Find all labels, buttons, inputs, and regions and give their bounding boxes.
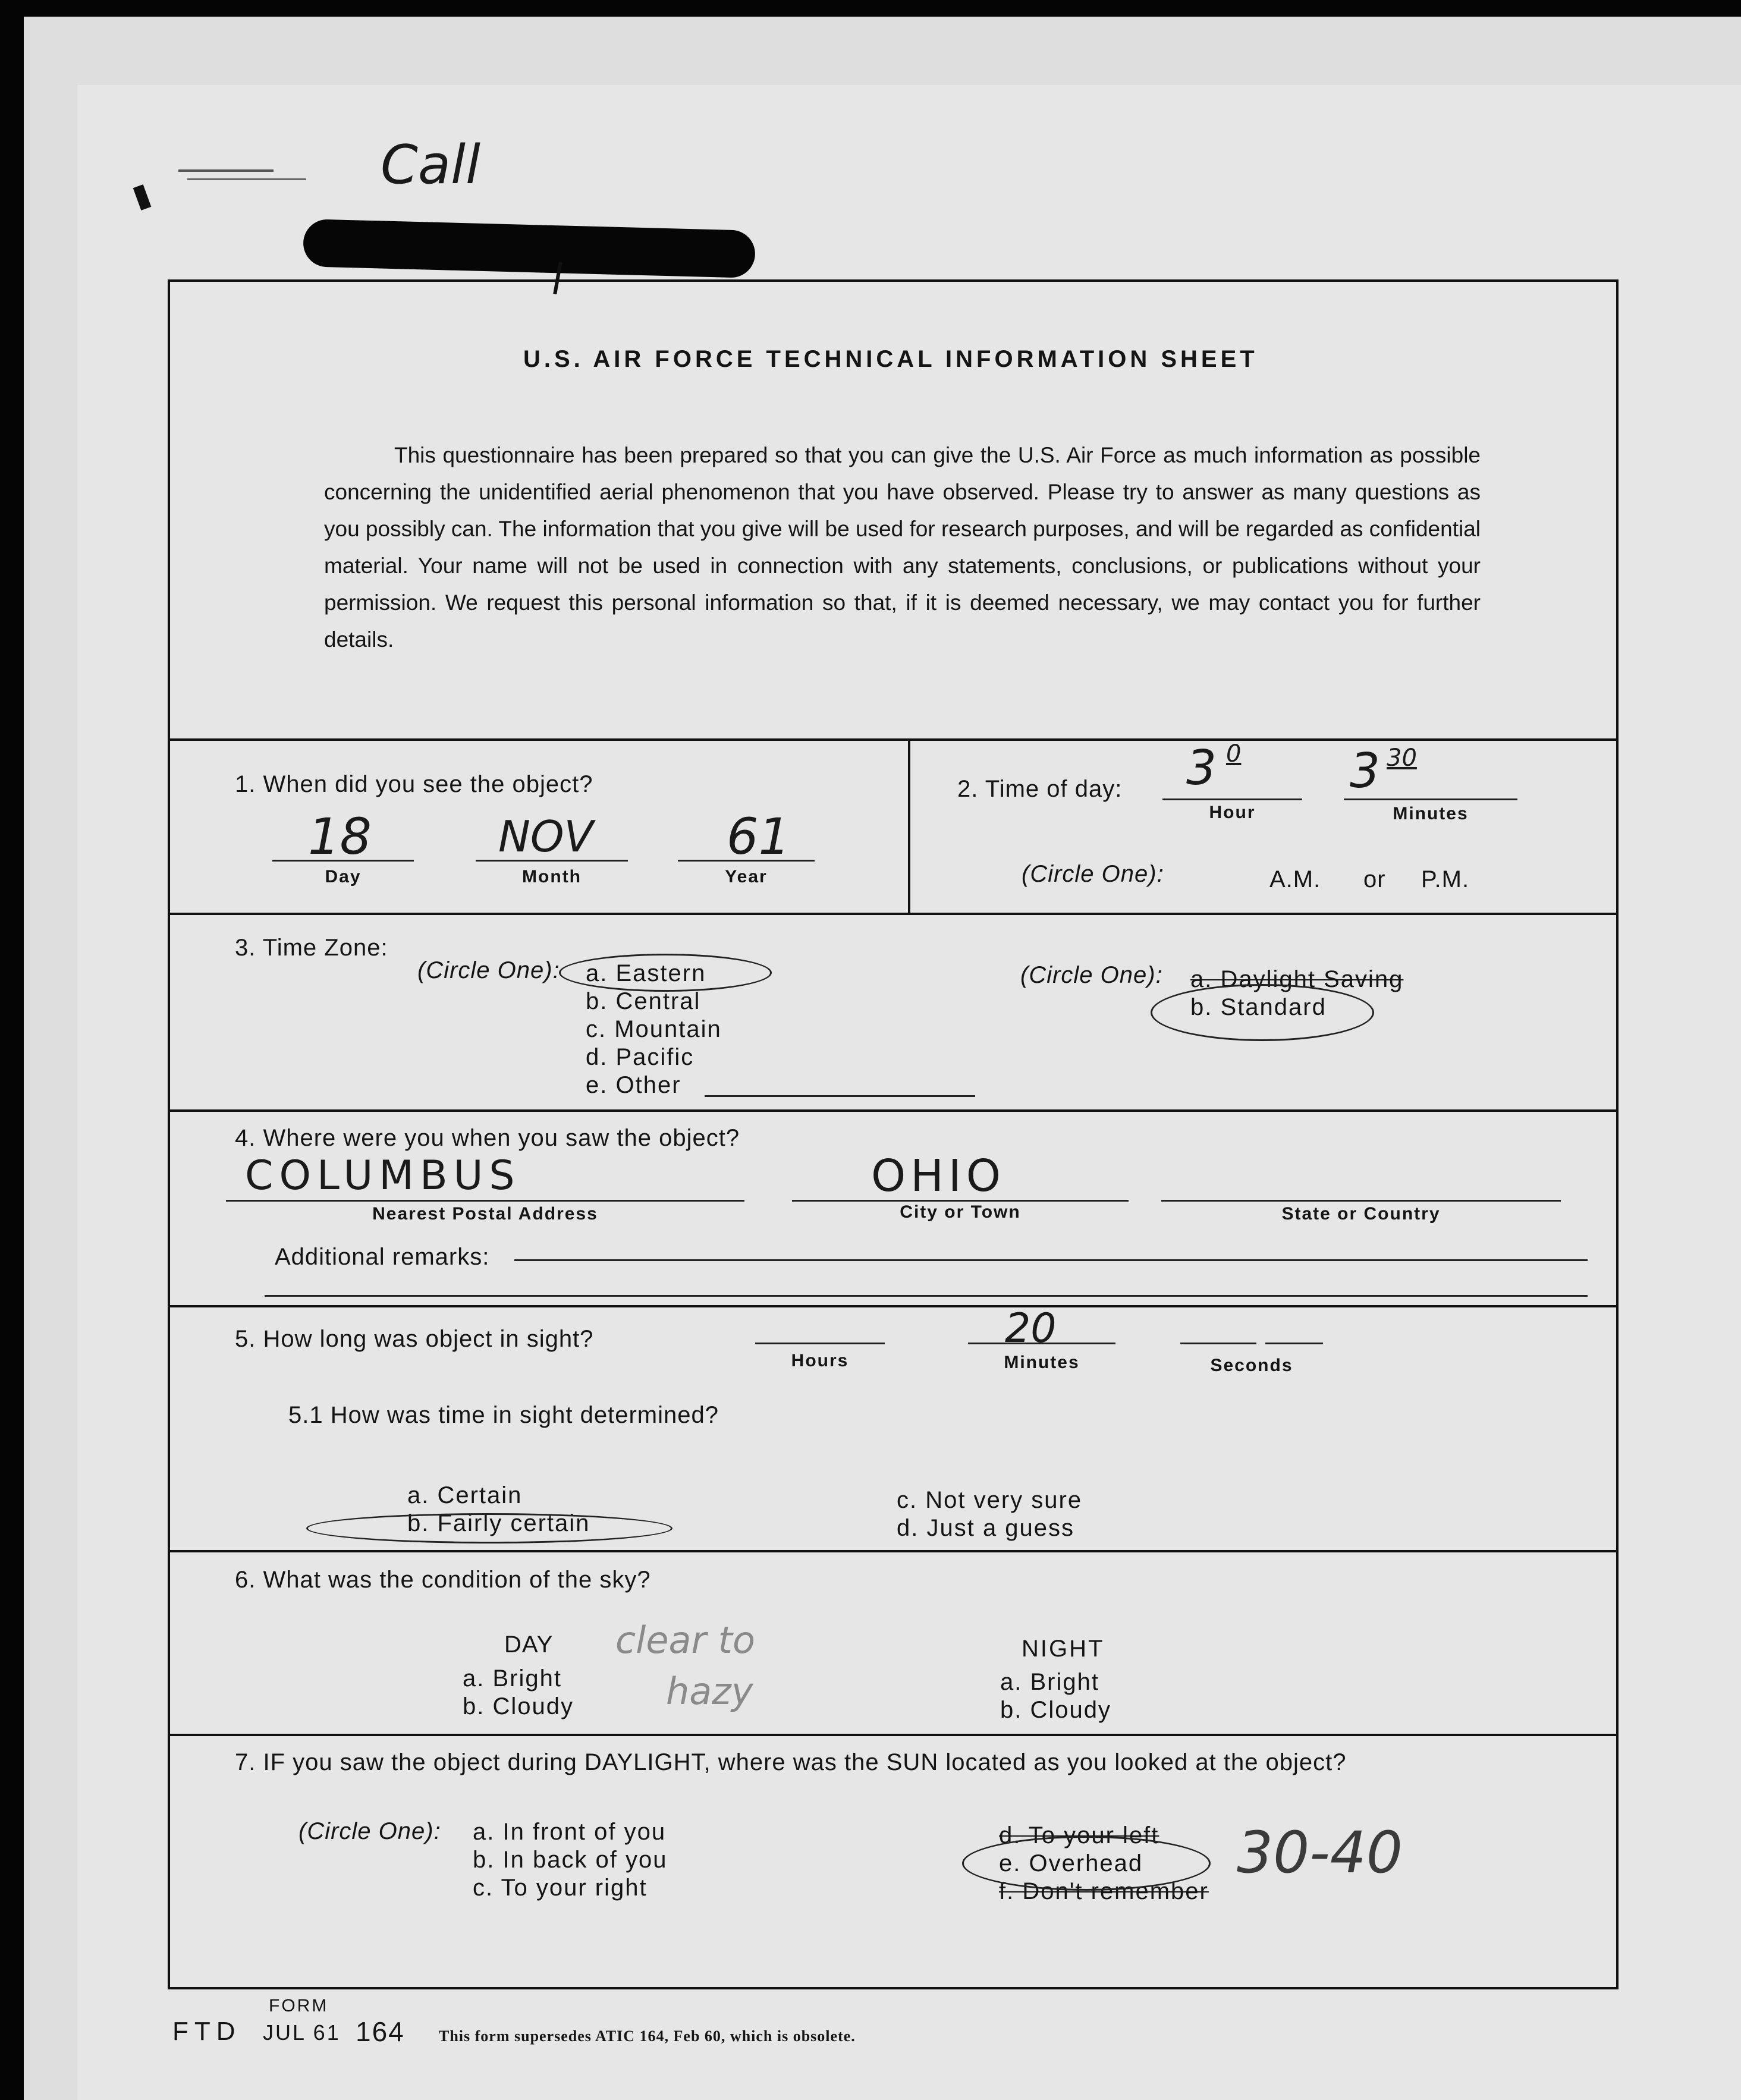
q7-circle-one: (Circle One):	[298, 1818, 441, 1844]
q4-remarks-label: Additional remarks:	[275, 1244, 490, 1270]
q6-day-note-1: clear to	[615, 1618, 755, 1662]
q4-state-label: State or Country	[1281, 1204, 1441, 1224]
q7-in-back[interactable]: b. In back of you	[473, 1847, 668, 1873]
q2-minutes-line	[1344, 798, 1517, 800]
q5-1-certain[interactable]: a. Certain	[407, 1482, 523, 1508]
q6-question: 6. What was the condition of the sky?	[235, 1567, 651, 1593]
q3-zone-mountain[interactable]: c. Mountain	[586, 1016, 722, 1042]
handwritten-call-note: Call	[381, 134, 481, 196]
q6-night-cloudy[interactable]: b. Cloudy	[1000, 1697, 1111, 1723]
q6-day-bright[interactable]: a. Bright	[463, 1665, 562, 1692]
q3-circle-one: (Circle One):	[417, 957, 560, 983]
q5-1-fairly-certain[interactable]: b. Fairly certain	[407, 1510, 590, 1536]
row-divider	[168, 1550, 1619, 1552]
faint-strike-mark-2	[187, 178, 306, 180]
q2-hour-value[interactable]: 3	[1186, 740, 1217, 796]
row-divider	[168, 1109, 1619, 1112]
q7-dont-remember[interactable]: f. Don't remember	[999, 1878, 1209, 1904]
q3-standard[interactable]: b. Standard	[1190, 994, 1327, 1020]
q5-hours-label: Hours	[791, 1351, 849, 1370]
q5-1-options-right	[897, 1486, 1082, 1542]
q7-overhead-circle-mark	[962, 1836, 1211, 1891]
q3-zone-other[interactable]: e. Other	[586, 1072, 681, 1098]
q1-day-label: Day	[325, 867, 362, 886]
q7-margin-note: 30-40	[1237, 1819, 1403, 1886]
q1-question: 1. When did you see the object?	[235, 771, 593, 797]
footer-form-word: FORM	[269, 1996, 329, 2016]
footer-ftd: FTD	[172, 2017, 241, 2046]
q7-to-your-right[interactable]: c. To your right	[473, 1875, 648, 1901]
q5-hours-line	[755, 1343, 885, 1344]
q6-night-bright[interactable]: a. Bright	[1000, 1669, 1099, 1695]
q2-hour-line	[1162, 798, 1302, 800]
q4-address-line	[226, 1200, 744, 1202]
row-divider	[168, 1305, 1619, 1307]
q3-zone-pacific[interactable]: d. Pacific	[586, 1044, 694, 1070]
q1-year-value[interactable]: 61	[727, 807, 790, 866]
q2-am-option[interactable]: A.M.	[1269, 866, 1321, 892]
q3-other-line	[705, 1095, 975, 1097]
q2-or: or	[1363, 866, 1386, 892]
column-divider	[908, 738, 910, 913]
q6-day-label: DAY	[504, 1631, 554, 1658]
q3-daylight-saving[interactable]: a. Daylight Saving	[1190, 966, 1404, 992]
q2-minutes-superscript: 30	[1387, 744, 1417, 772]
q7-question: 7. IF you saw the object during DAYLIGHT, where was the SUN located as you looked at the object?	[235, 1749, 1347, 1775]
q7-to-your-left[interactable]: d. To your left	[999, 1822, 1159, 1848]
q3-eastern-circle-mark	[559, 954, 772, 992]
row-divider	[168, 738, 1619, 741]
q6-day-note-2: hazy	[666, 1670, 753, 1713]
q1-month-value[interactable]: NOV	[498, 812, 593, 862]
q5-seconds-line	[1180, 1343, 1256, 1344]
q5-1-not-very-sure[interactable]: c. Not very sure	[897, 1487, 1083, 1513]
footer-form-number: 164	[356, 2016, 405, 2047]
q7-in-front[interactable]: a. In front of you	[473, 1819, 667, 1845]
q1-day-line	[272, 860, 414, 862]
faint-strike-mark	[178, 169, 274, 172]
intro-paragraph: This questionnaire has been prepared so that you can give the U.S. Air Force as much information as possible concerning the unidentified aerial phenomenon that you have observed. Please try to answer as many questions as you possibly can. The information that you give will be used for research purposes, and will be regarded as confidential material. Your name will not be used in connection with any statements, conclusions, or publications without your permission. We request this personal information so that, if it is deemed necessary, we may contact you for further details.	[324, 443, 1481, 652]
q4-question: 4. Where were you when you saw the object?	[235, 1125, 740, 1151]
q3-zone-central[interactable]: b. Central	[586, 988, 701, 1014]
q1-year-line	[678, 860, 815, 862]
footer-date: JUL 61	[263, 2020, 341, 2045]
q5-minutes-label: Minutes	[1004, 1353, 1080, 1372]
form-title: U.S. AIR FORCE TECHNICAL INFORMATION SHEET	[523, 346, 1258, 372]
q4-city-value[interactable]: OHIO	[871, 1150, 1005, 1202]
q5-seconds-line-2	[1265, 1343, 1323, 1344]
q4-address-value[interactable]: COLUMBUS	[245, 1152, 521, 1199]
q6-night-label: NIGHT	[1022, 1636, 1105, 1662]
q6-day-cloudy[interactable]: b. Cloudy	[463, 1693, 574, 1719]
row-divider	[168, 913, 1619, 915]
q4-address-label: Nearest Postal Address	[372, 1204, 598, 1224]
q3-circle-one-2: (Circle One):	[1020, 962, 1163, 988]
q2-question: 2. Time of day:	[957, 776, 1123, 802]
q3-question: 3. Time Zone:	[235, 935, 388, 961]
q5-minutes-value[interactable]: 20	[1005, 1305, 1057, 1352]
q1-year-label: Year	[725, 867, 768, 886]
q5-question: 5. How long was object in sight?	[235, 1326, 594, 1352]
q3-standard-circle-mark	[1151, 984, 1374, 1041]
q5-1-just-a-guess[interactable]: d. Just a guess	[897, 1515, 1075, 1541]
q4-state-line	[1161, 1200, 1561, 1202]
footer-supersedes-note: This form supersedes ATIC 164, Feb 60, which is obsolete.	[439, 2027, 856, 2045]
q4-city-line	[792, 1200, 1129, 1202]
q6-night-options	[1000, 1668, 1111, 1724]
q4-remarks-line	[514, 1259, 1588, 1261]
q2-minutes-value[interactable]: 3	[1350, 743, 1380, 798]
q7-overhead[interactable]: e. Overhead	[999, 1850, 1143, 1876]
q4-city-label: City or Town	[900, 1202, 1021, 1222]
q5-1-fairly-certain-circle-mark	[306, 1513, 672, 1543]
q1-day-value[interactable]: 18	[308, 807, 372, 866]
row-divider	[168, 1734, 1619, 1736]
q2-hour-superscript: 0	[1226, 740, 1242, 768]
q5-1-question: 5.1 How was time in sight determined?	[288, 1402, 719, 1428]
q1-month-line	[476, 860, 628, 862]
q5-minutes-line	[968, 1343, 1115, 1344]
q5-seconds-label: Seconds	[1210, 1356, 1293, 1375]
q2-circle-one: (Circle One):	[1022, 861, 1164, 887]
q2-pm-option[interactable]: P.M.	[1421, 866, 1470, 892]
q1-month-label: Month	[522, 867, 582, 886]
q6-day-options	[463, 1665, 574, 1721]
q3-zone-eastern[interactable]: a. Eastern	[586, 960, 706, 986]
q2-minutes-label: Minutes	[1393, 804, 1469, 823]
q7-options-left	[473, 1818, 668, 1902]
q2-hour-label: Hour	[1209, 803, 1256, 822]
q4-remarks-line-2	[265, 1295, 1588, 1297]
